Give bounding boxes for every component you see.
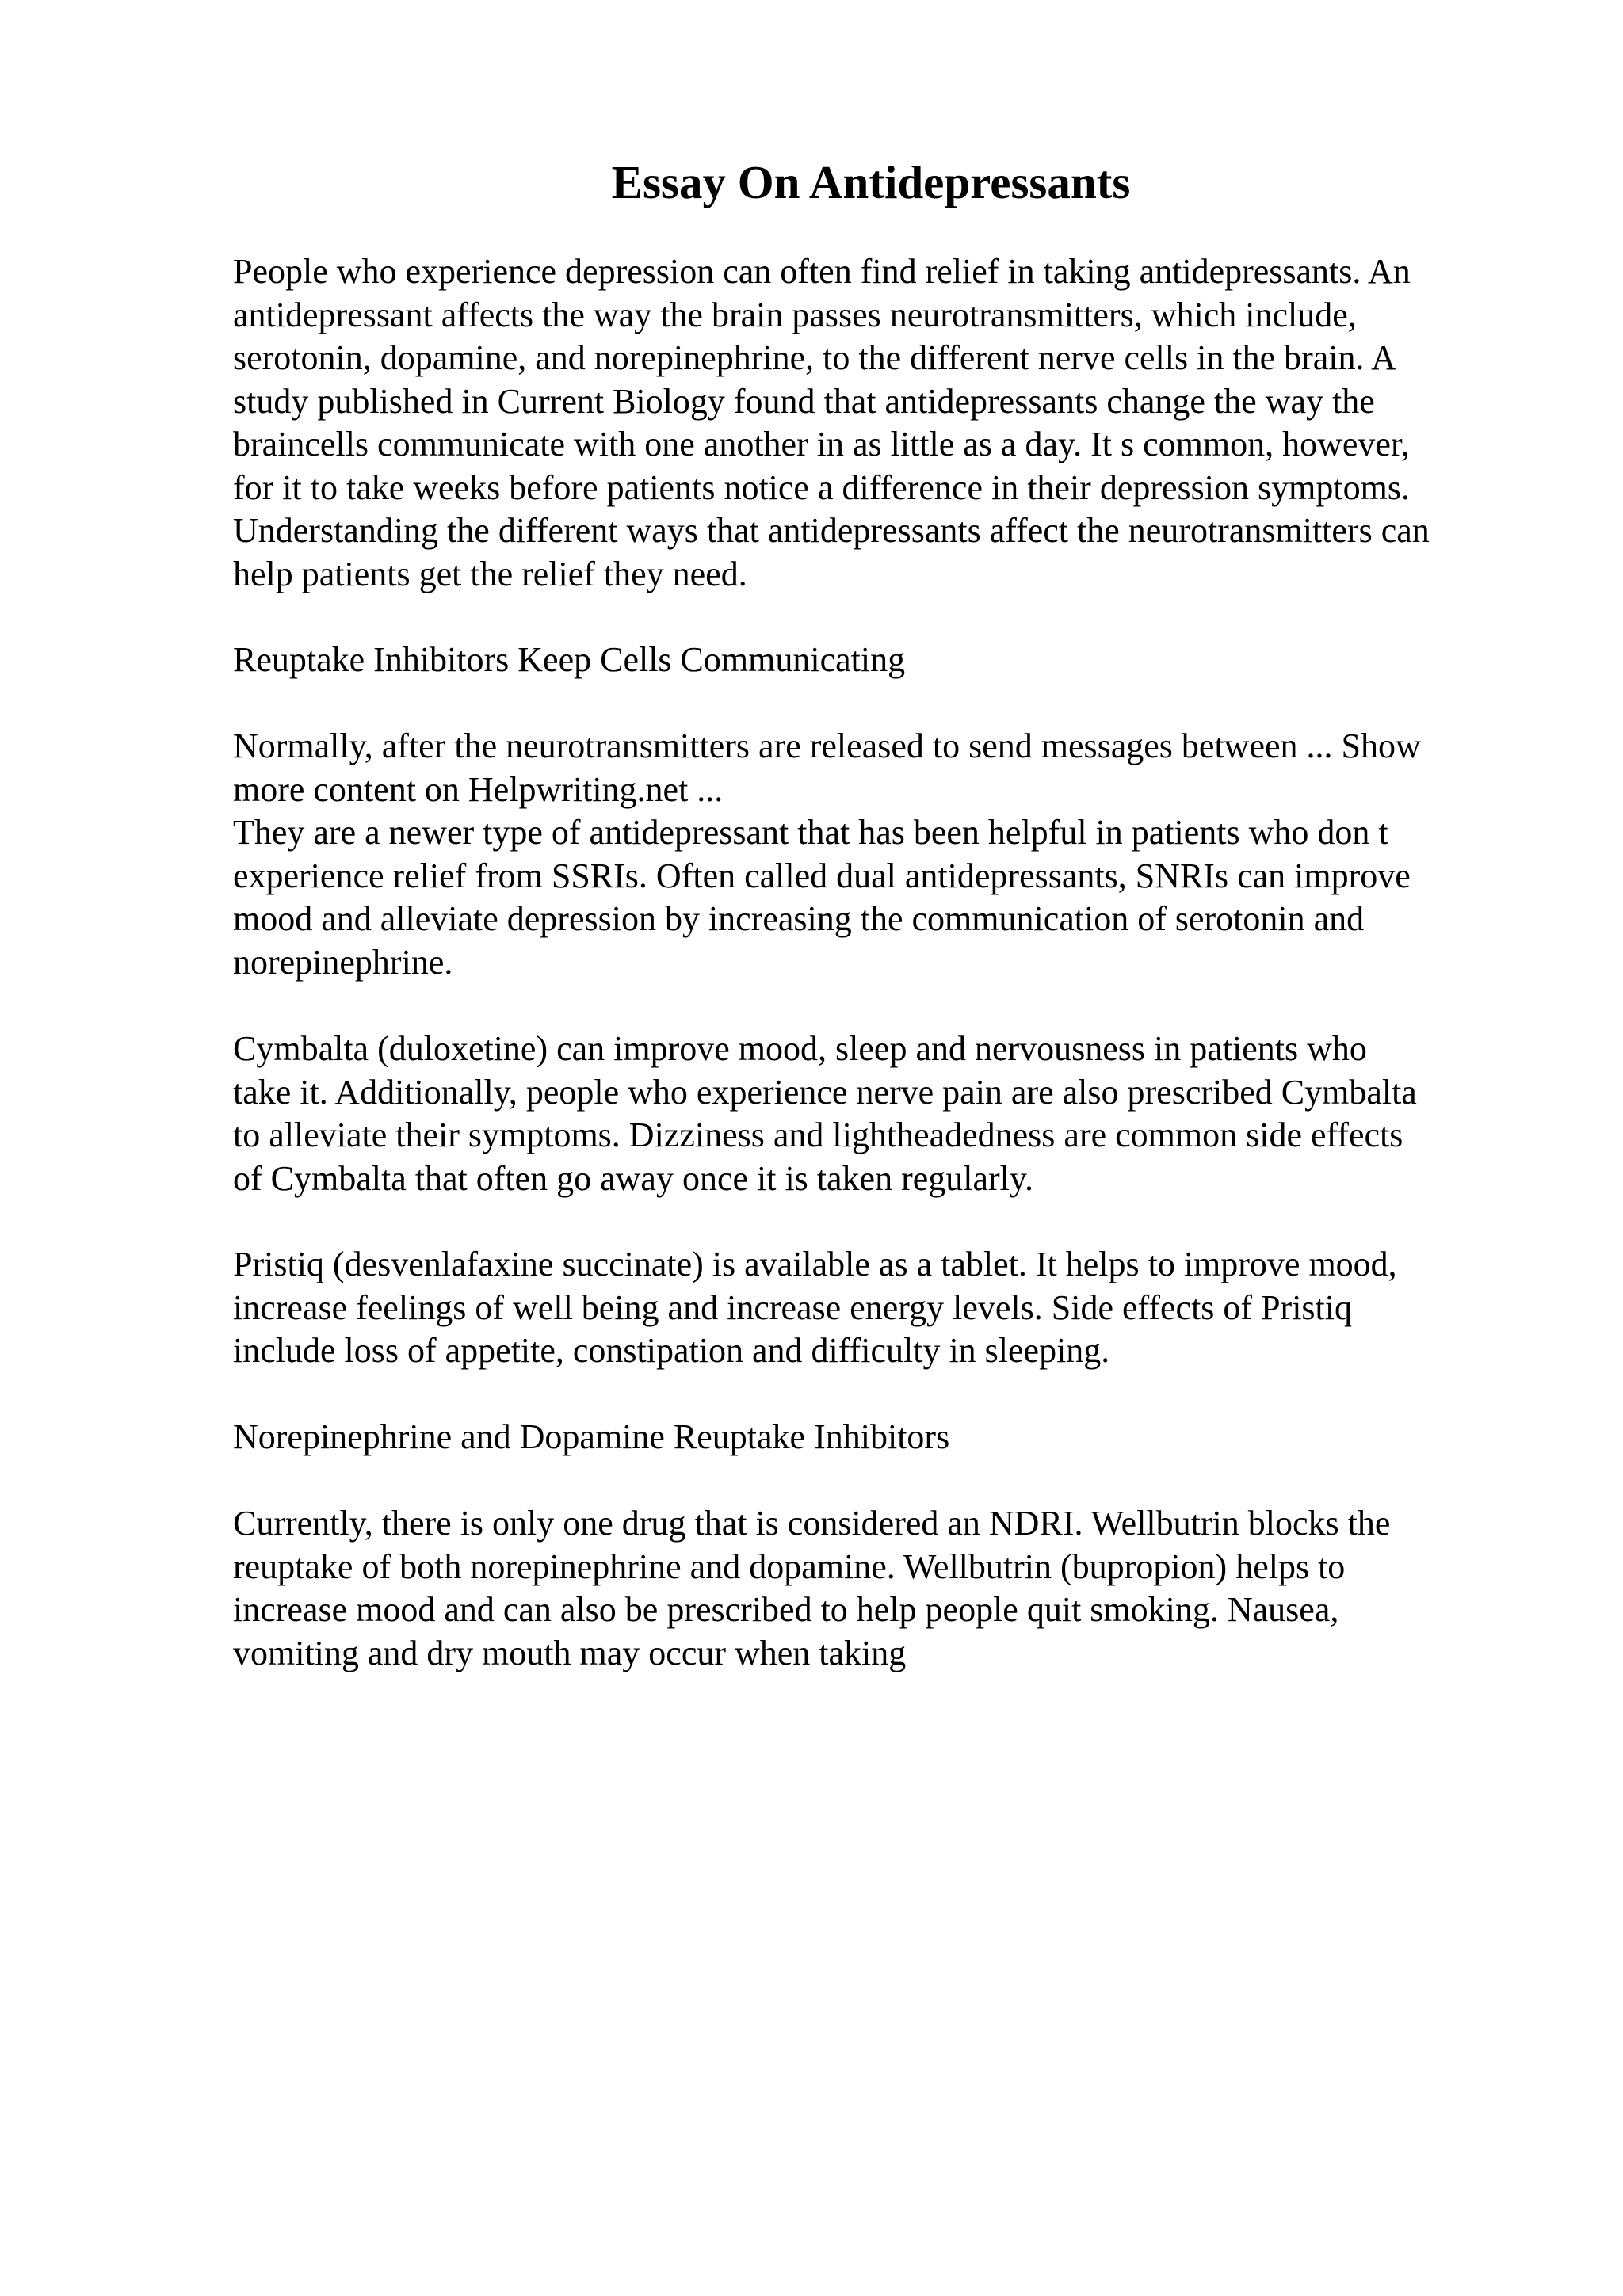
- text-line: help patients get the relief they need.: [233, 554, 747, 593]
- text-line: Currently, there is only one drug that is considered an NDRI. Wellbutrin blocks the: [233, 1504, 1391, 1543]
- paragraph-pristiq: [233, 1243, 1549, 1373]
- text-line: increase mood and can also be prescribed to help people quit smoking. Nausea,: [233, 1590, 1339, 1629]
- text-line: experience relief from SSRIs. Often called dual antidepressants, SNRIs can improve: [233, 856, 1411, 895]
- text-line: Reuptake Inhibitors Keep Cells Communicating: [233, 640, 906, 679]
- text-line: antidepressant affects the way the brain passes neurotransmitters, which include,: [233, 295, 1357, 334]
- text-line: study published in Current Biology found that antidepressants change the way the: [233, 381, 1375, 421]
- text-line: Norepinephrine and Dopamine Reuptake Inhibitors: [233, 1417, 950, 1456]
- text-line: mood and alleviate depression by increasing the communication of serotonin and: [233, 899, 1365, 938]
- text-line: vomiting and dry mouth may occur when taking: [233, 1633, 907, 1672]
- paragraph-cymbalta: [233, 1028, 1549, 1200]
- text-line: to alleviate their symptoms. Dizziness and lightheadedness are common side effects: [233, 1116, 1403, 1154]
- section-heading-reuptake: [233, 639, 1549, 682]
- text-line: serotonin, dopamine, and norepinephrine, to the different nerve cells in the brain. A: [233, 338, 1396, 377]
- text-line: Understanding the different ways that antidepressants affect the neurotransmitters can: [233, 511, 1430, 550]
- text-line: norepinephrine.: [233, 942, 453, 982]
- text-line: more content on Helpwriting.net ...: [233, 769, 724, 809]
- section-heading-ndri: [233, 1416, 1549, 1459]
- text-line: braincells communicate with one another in as little as a day. It s common, however,: [233, 425, 1410, 463]
- text-line: Pristiq (desvenlafaxine succinate) is available as a tablet. It helps to improve mood,: [233, 1245, 1397, 1283]
- text-line: Cymbalta (duloxetine) can improve mood, sleep and nervousness in patients who: [233, 1029, 1367, 1068]
- text-line: They are a newer type of antidepressant that has been helpful in patients who don t: [233, 813, 1388, 852]
- document-title: Essay On Antidepressants: [611, 156, 1131, 208]
- paragraph-snri: [233, 725, 1549, 984]
- text-line: People who experience depression can often find relief in taking antidepressants. An: [233, 252, 1411, 291]
- text-line: Normally, after the neurotransmitters are released to send messages between ... Show: [233, 727, 1421, 765]
- text-line: increase feelings of well being and increase energy levels. Side effects of Pristiq: [233, 1287, 1352, 1327]
- text-line: for it to take weeks before patients notice a difference in their depression symptoms.: [233, 467, 1410, 507]
- text-line: include loss of appetite, constipation and difficulty in sleeping.: [233, 1331, 1110, 1370]
- text-line: of Cymbalta that often go away once it is taken regularly.: [233, 1158, 1034, 1198]
- paragraph-wellbutrin: [233, 1502, 1549, 1675]
- text-line: take it. Additionally, people who experience nerve pain are also prescribed Cymbalta: [233, 1072, 1417, 1112]
- paragraph-intro: [233, 250, 1549, 596]
- text-line: reuptake of both norepinephrine and dopamine. Wellbutrin (bupropion) helps to: [233, 1547, 1346, 1586]
